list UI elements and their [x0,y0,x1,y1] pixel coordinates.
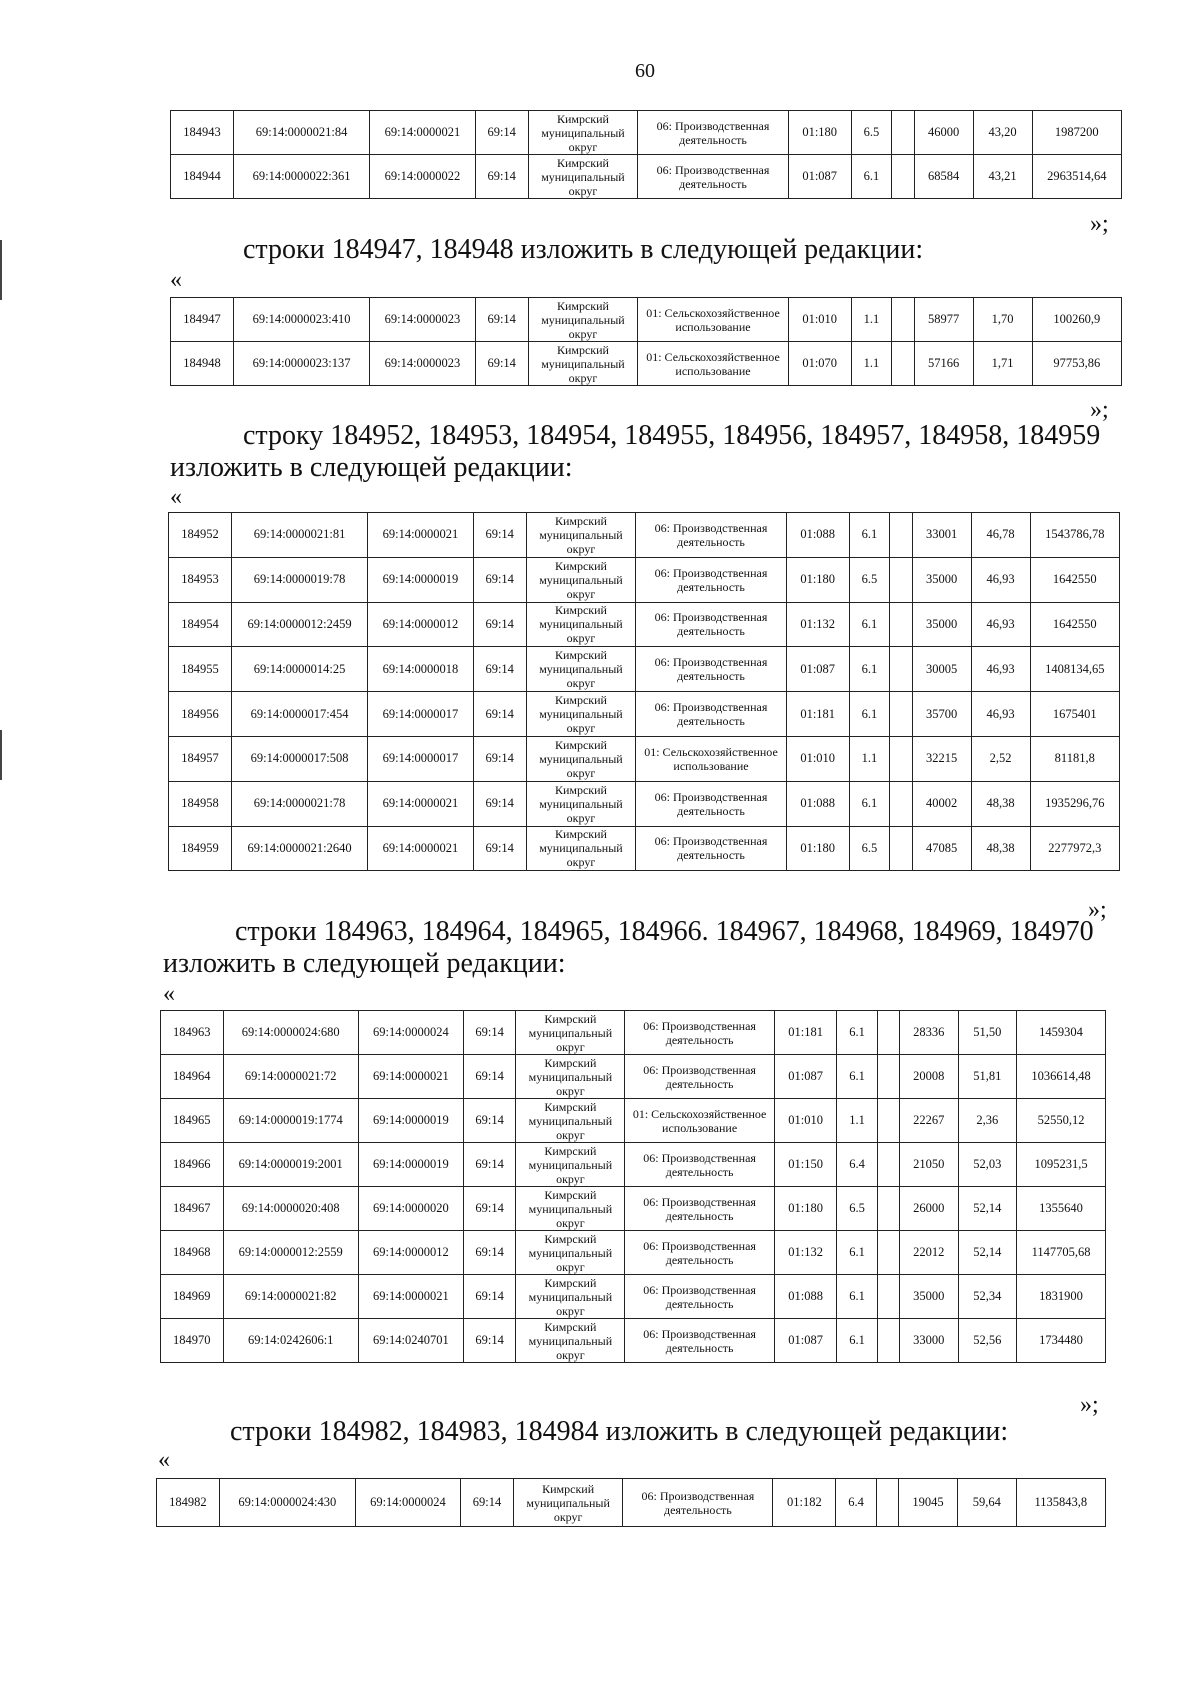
cell-land-use: 06: Производственная деятельность [636,692,786,737]
table-row [171,155,1122,199]
cell-empty [876,1479,898,1527]
cell-quarter: 69:14:0000023 [370,298,476,342]
table-block-3 [168,512,1120,871]
cell-activity-code: 1.1 [837,1099,877,1143]
cell-specific-value: 1,71 [973,342,1032,386]
cell-group-code: 01:150 [774,1143,837,1187]
cell-area: 28336 [900,1011,959,1055]
cell-district-code: 69:14 [463,1319,516,1363]
cell-empty [890,602,912,647]
cell-quarter: 69:14:0000012 [358,1231,463,1275]
cell-land-use: 06: Производственная деятельность [636,513,786,558]
cell-activity-code: 6.1 [837,1055,877,1099]
cell-district-code: 69:14 [473,602,526,647]
cell-cadastral-value: 2963514,64 [1032,155,1122,199]
table-row [161,1319,1106,1363]
open-quote: « [170,267,182,293]
cell-municipality: Кимрский муниципальный округ [526,602,636,647]
table-row [169,826,1120,871]
cell-empty [890,647,912,692]
cell-area: 35000 [900,1275,959,1319]
cell-group-code: 01:087 [774,1319,837,1363]
cell-land-use: 06: Производственная деятельность [638,111,788,155]
cell-quarter: 69:14:0000023 [370,342,476,386]
cell-area: 35000 [912,557,971,602]
cell-land-use: 06: Производственная деятельность [636,602,786,647]
cell-area: 46000 [914,111,973,155]
cell-row-number: 184957 [169,736,232,781]
cell-land-use: 06: Производственная деятельность [625,1055,774,1099]
cell-cadastral-number: 69:14:0000014:25 [231,647,367,692]
table-row [171,342,1122,386]
cell-empty [877,1143,899,1187]
cell-cadastral-value: 1642550 [1030,557,1120,602]
table-block-4 [160,1010,1106,1363]
cell-cadastral-value: 1642550 [1030,602,1120,647]
cell-cadastral-value: 1831900 [1017,1275,1106,1319]
close-quote: »; [1080,1392,1099,1418]
cell-quarter: 69:14:0000021 [368,781,474,826]
cell-area: 35700 [912,692,971,737]
cell-cadastral-number: 69:14:0000021:84 [233,111,369,155]
cell-row-number: 184958 [169,781,232,826]
cell-area: 47085 [912,826,971,871]
cell-land-use: 06: Производственная деятельность [625,1275,774,1319]
cell-row-number: 184968 [161,1231,224,1275]
cell-land-use: 06: Производственная деятельность [623,1479,773,1527]
cell-cadastral-value: 1408134,65 [1030,647,1120,692]
cell-group-code: 01:010 [774,1099,837,1143]
cell-cadastral-value: 1734480 [1017,1319,1106,1363]
cell-district-code: 69:14 [473,826,526,871]
cell-activity-code: 6.1 [837,1011,877,1055]
cell-specific-value: 59,64 [957,1479,1016,1527]
cell-empty [890,736,912,781]
cell-row-number: 184966 [161,1143,224,1187]
table-row [161,1055,1106,1099]
cell-specific-value: 52,14 [958,1187,1017,1231]
cell-quarter: 69:14:0240701 [358,1319,463,1363]
cell-municipality: Кимрский муниципальный округ [516,1231,625,1275]
cell-municipality: Кимрский муниципальный округ [528,342,638,386]
cell-activity-code: 6.1 [849,647,890,692]
cell-municipality: Кимрский муниципальный округ [526,736,636,781]
cell-municipality: Кимрский муниципальный округ [526,647,636,692]
cell-cadastral-value: 1355640 [1017,1187,1106,1231]
cell-specific-value: 46,78 [971,513,1030,558]
cell-empty [877,1099,899,1143]
cell-cadastral-number: 69:14:0242606:1 [223,1319,358,1363]
cell-row-number: 184955 [169,647,232,692]
cell-specific-value: 52,34 [958,1275,1017,1319]
heading-block-2: строки 184947, 184948 изложить в следующей редакции: [243,234,924,265]
cell-area: 21050 [900,1143,959,1187]
cell-group-code: 01:180 [786,557,849,602]
cell-empty [877,1187,899,1231]
cell-group-code: 01:180 [786,826,849,871]
cell-cadastral-number: 69:14:0000017:508 [231,736,367,781]
table-row [157,1479,1106,1527]
table-block-5 [156,1478,1106,1527]
cell-municipality: Кимрский муниципальный округ [516,1275,625,1319]
cell-municipality: Кимрский муниципальный округ [526,692,636,737]
cell-municipality: Кимрский муниципальный округ [526,781,636,826]
cell-area: 22267 [900,1099,959,1143]
cell-district-code: 69:14 [463,1011,516,1055]
cell-land-use: 06: Производственная деятельность [636,781,786,826]
cell-cadastral-value: 97753,86 [1032,342,1122,386]
cell-district-code: 69:14 [473,557,526,602]
heading-block-5: строки 184982, 184983, 184984 изложить в следующей редакции: [230,1416,1009,1447]
cell-group-code: 01:181 [774,1011,837,1055]
cell-empty [892,155,914,199]
cell-activity-code: 6.1 [851,155,892,199]
cell-specific-value: 51,50 [958,1011,1017,1055]
cell-row-number: 184954 [169,602,232,647]
cell-specific-value: 52,14 [958,1231,1017,1275]
table-row [169,736,1120,781]
cell-municipality: Кимрский муниципальный округ [528,111,638,155]
cell-row-number: 184947 [171,298,234,342]
cell-group-code: 01:132 [786,602,849,647]
cell-cadastral-number: 69:14:0000021:81 [231,513,367,558]
cell-municipality: Кимрский муниципальный округ [513,1479,622,1527]
heading-block-3-line-2: изложить в следующей редакции: [170,452,573,483]
cell-land-use: 06: Производственная деятельность [636,557,786,602]
cell-land-use: 06: Производственная деятельность [638,155,788,199]
cell-municipality: Кимрский муниципальный округ [516,1319,625,1363]
cell-specific-value: 46,93 [971,602,1030,647]
cell-quarter: 69:14:0000012 [368,602,474,647]
cell-specific-value: 46,93 [971,647,1030,692]
cell-row-number: 184964 [161,1055,224,1099]
cell-district-code: 69:14 [463,1187,516,1231]
cell-area: 40002 [912,781,971,826]
cell-empty [890,557,912,602]
table-row [161,1143,1106,1187]
cell-area: 32215 [912,736,971,781]
heading-block-4-line-2: изложить в следующей редакции: [163,948,566,979]
cell-area: 20008 [900,1055,959,1099]
cell-row-number: 184943 [171,111,234,155]
cell-row-number: 184956 [169,692,232,737]
cell-land-use: 01: Сельскохозяйственное использование [636,736,786,781]
cell-activity-code: 6.5 [849,826,890,871]
cell-cadastral-value: 1935296,76 [1030,781,1120,826]
cell-activity-code: 1.1 [849,736,890,781]
close-quote: »; [1090,211,1109,237]
cell-group-code: 01:070 [788,342,851,386]
cell-empty [890,826,912,871]
table-row [171,111,1122,155]
cell-specific-value: 52,56 [958,1319,1017,1363]
cell-cadastral-value: 1036614,48 [1017,1055,1106,1099]
cell-quarter: 69:14:0000024 [358,1011,463,1055]
cell-group-code: 01:180 [788,111,851,155]
cell-quarter: 69:14:0000020 [358,1187,463,1231]
cell-district-code: 69:14 [475,342,528,386]
cell-cadastral-value: 1675401 [1030,692,1120,737]
cell-activity-code: 6.4 [837,1143,877,1187]
cell-quarter: 69:14:0000021 [358,1275,463,1319]
cell-empty [892,111,914,155]
cell-cadastral-value: 81181,8 [1030,736,1120,781]
heading-block-3-line-1: строку 184952, 184953, 184954, 184955, 184956, 184957, 184958, 184959 [243,420,1101,451]
table-row [169,781,1120,826]
cell-empty [892,342,914,386]
cell-empty [890,692,912,737]
cell-cadastral-value: 1543786,78 [1030,513,1120,558]
cell-cadastral-number: 69:14:0000022:361 [233,155,369,199]
cell-cadastral-value: 1135843,8 [1016,1479,1105,1527]
cell-district-code: 69:14 [473,736,526,781]
cell-activity-code: 6.5 [849,557,890,602]
cell-empty [877,1011,899,1055]
cell-cadastral-value: 1459304 [1017,1011,1106,1055]
cell-area: 35000 [912,602,971,647]
cell-row-number: 184952 [169,513,232,558]
cell-specific-value: 43,21 [973,155,1032,199]
cell-municipality: Кимрский муниципальный округ [528,298,638,342]
cell-cadastral-value: 1095231,5 [1017,1143,1106,1187]
table-row [169,647,1120,692]
cell-group-code: 01:087 [774,1055,837,1099]
cell-cadastral-value: 52550,12 [1017,1099,1106,1143]
cell-cadastral-number: 69:14:0000020:408 [223,1187,358,1231]
cell-municipality: Кимрский муниципальный округ [528,155,638,199]
cell-cadastral-number: 69:14:0000024:680 [223,1011,358,1055]
cell-empty [877,1319,899,1363]
cell-quarter: 69:14:0000019 [358,1143,463,1187]
cell-area: 26000 [900,1187,959,1231]
cell-cadastral-number: 69:14:0000019:2001 [223,1143,358,1187]
cell-quarter: 69:14:0000021 [370,111,476,155]
cell-cadastral-number: 69:14:0000024:430 [219,1479,355,1527]
open-quote: « [163,981,175,1007]
cell-activity-code: 1.1 [851,342,892,386]
cell-cadastral-number: 69:14:0000021:2640 [231,826,367,871]
cell-district-code: 69:14 [463,1099,516,1143]
cell-activity-code: 6.1 [849,692,890,737]
cell-cadastral-value: 1147705,68 [1017,1231,1106,1275]
cell-land-use: 06: Производственная деятельность [636,647,786,692]
cell-empty [877,1055,899,1099]
scan-edge-line [0,240,2,300]
cell-municipality: Кимрский муниципальный округ [526,513,636,558]
close-quote: »; [1090,397,1109,423]
cell-cadastral-value: 100260,9 [1032,298,1122,342]
cell-row-number: 184965 [161,1099,224,1143]
cell-area: 19045 [899,1479,958,1527]
table-row [169,557,1120,602]
cell-quarter: 69:14:0000019 [368,557,474,602]
cell-quarter: 69:14:0000022 [370,155,476,199]
table-row [161,1231,1106,1275]
cell-district-code: 69:14 [475,111,528,155]
cell-row-number: 184963 [161,1011,224,1055]
open-quote: « [158,1447,170,1473]
cell-group-code: 01:088 [786,781,849,826]
cell-district-code: 69:14 [473,692,526,737]
cell-empty [877,1275,899,1319]
cell-group-code: 01:010 [788,298,851,342]
cell-activity-code: 6.5 [851,111,892,155]
table-row [161,1187,1106,1231]
cell-land-use: 01: Сельскохозяйственное использование [638,298,788,342]
table-row [169,602,1120,647]
cell-area: 58977 [914,298,973,342]
table-row [169,692,1120,737]
table-row [161,1011,1106,1055]
cell-district-code: 69:14 [463,1231,516,1275]
table-row [161,1275,1106,1319]
cell-cadastral-value: 1987200 [1032,111,1122,155]
cell-land-use: 01: Сельскохозяйственное использование [625,1099,774,1143]
heading-block-4-line-1: строки 184963, 184964, 184965, 184966. 184967, 184968, 184969, 184970 [235,916,1094,947]
cell-land-use: 06: Производственная деятельность [625,1011,774,1055]
cell-specific-value: 2,36 [958,1099,1017,1143]
cell-row-number: 184967 [161,1187,224,1231]
cell-area: 33001 [912,513,971,558]
cell-land-use: 06: Производственная деятельность [636,826,786,871]
cell-group-code: 01:181 [786,692,849,737]
cell-group-code: 01:182 [773,1479,836,1527]
cell-activity-code: 6.1 [849,781,890,826]
cell-specific-value: 52,03 [958,1143,1017,1187]
cell-activity-code: 6.1 [837,1231,877,1275]
cell-district-code: 69:14 [461,1479,514,1527]
cell-specific-value: 48,38 [971,826,1030,871]
cell-specific-value: 1,70 [973,298,1032,342]
cell-cadastral-number: 69:14:0000023:137 [233,342,369,386]
cell-activity-code: 6.4 [836,1479,877,1527]
cell-empty [890,781,912,826]
cell-row-number: 184959 [169,826,232,871]
cell-district-code: 69:14 [463,1275,516,1319]
cell-empty [877,1231,899,1275]
page-number: 60 [635,60,655,82]
cell-row-number: 184969 [161,1275,224,1319]
cell-quarter: 69:14:0000021 [358,1055,463,1099]
cell-activity-code: 6.1 [849,602,890,647]
cell-group-code: 01:087 [788,155,851,199]
cell-cadastral-number: 69:14:0000017:454 [231,692,367,737]
cell-quarter: 69:14:0000019 [358,1099,463,1143]
cell-group-code: 01:088 [774,1275,837,1319]
cell-cadastral-number: 69:14:0000021:82 [223,1275,358,1319]
cell-quarter: 69:14:0000021 [368,826,474,871]
cell-specific-value: 46,93 [971,557,1030,602]
cell-district-code: 69:14 [463,1055,516,1099]
cell-municipality: Кимрский муниципальный округ [516,1011,625,1055]
cell-area: 33000 [900,1319,959,1363]
cell-group-code: 01:087 [786,647,849,692]
table-block-2 [170,297,1122,386]
cell-quarter: 69:14:0000018 [368,647,474,692]
cell-land-use: 06: Производственная деятельность [625,1187,774,1231]
cell-quarter: 69:14:0000021 [368,513,474,558]
close-quote: »; [1088,897,1107,923]
cell-specific-value: 43,20 [973,111,1032,155]
cell-specific-value: 46,93 [971,692,1030,737]
open-quote: « [170,484,182,510]
cell-land-use: 01: Сельскохозяйственное использование [638,342,788,386]
cell-municipality: Кимрский муниципальный округ [526,557,636,602]
cell-land-use: 06: Производственная деятельность [625,1231,774,1275]
cell-empty [890,513,912,558]
cell-area: 57166 [914,342,973,386]
cell-row-number: 184953 [169,557,232,602]
cell-area: 30005 [912,647,971,692]
cell-district-code: 69:14 [475,155,528,199]
cell-cadastral-number: 69:14:0000019:78 [231,557,367,602]
cell-activity-code: 6.5 [837,1187,877,1231]
scan-edge-line [0,730,2,780]
table-row [169,513,1120,558]
table-block-1 [170,110,1122,199]
cell-area: 68584 [914,155,973,199]
cell-activity-code: 1.1 [851,298,892,342]
cell-specific-value: 51,81 [958,1055,1017,1099]
cell-quarter: 69:14:0000017 [368,692,474,737]
table-row [171,298,1122,342]
cell-municipality: Кимрский муниципальный округ [516,1187,625,1231]
cell-specific-value: 48,38 [971,781,1030,826]
cell-quarter: 69:14:0000024 [355,1479,460,1527]
cell-activity-code: 6.1 [837,1319,877,1363]
cell-district-code: 69:14 [473,513,526,558]
cell-specific-value: 2,52 [971,736,1030,781]
cell-district-code: 69:14 [473,781,526,826]
cell-activity-code: 6.1 [849,513,890,558]
cell-activity-code: 6.1 [837,1275,877,1319]
cell-row-number: 184982 [157,1479,220,1527]
cell-land-use: 06: Производственная деятельность [625,1319,774,1363]
cell-cadastral-number: 69:14:0000023:410 [233,298,369,342]
cell-cadastral-number: 69:14:0000012:2559 [223,1231,358,1275]
cell-row-number: 184970 [161,1319,224,1363]
cell-quarter: 69:14:0000017 [368,736,474,781]
cell-district-code: 69:14 [475,298,528,342]
cell-cadastral-number: 69:14:0000012:2459 [231,602,367,647]
cell-group-code: 01:180 [774,1187,837,1231]
cell-municipality: Кимрский муниципальный округ [516,1143,625,1187]
cell-row-number: 184948 [171,342,234,386]
cell-row-number: 184944 [171,155,234,199]
cell-cadastral-number: 69:14:0000021:72 [223,1055,358,1099]
cell-municipality: Кимрский муниципальный округ [516,1099,625,1143]
table-row [161,1099,1106,1143]
cell-cadastral-value: 2277972,3 [1030,826,1120,871]
cell-group-code: 01:088 [786,513,849,558]
cell-municipality: Кимрский муниципальный округ [516,1055,625,1099]
cell-land-use: 06: Производственная деятельность [625,1143,774,1187]
cell-group-code: 01:132 [774,1231,837,1275]
cell-cadastral-number: 69:14:0000021:78 [231,781,367,826]
cell-district-code: 69:14 [473,647,526,692]
cell-group-code: 01:010 [786,736,849,781]
cell-district-code: 69:14 [463,1143,516,1187]
cell-empty [892,298,914,342]
cell-municipality: Кимрский муниципальный округ [526,826,636,871]
cell-area: 22012 [900,1231,959,1275]
cell-cadastral-number: 69:14:0000019:1774 [223,1099,358,1143]
